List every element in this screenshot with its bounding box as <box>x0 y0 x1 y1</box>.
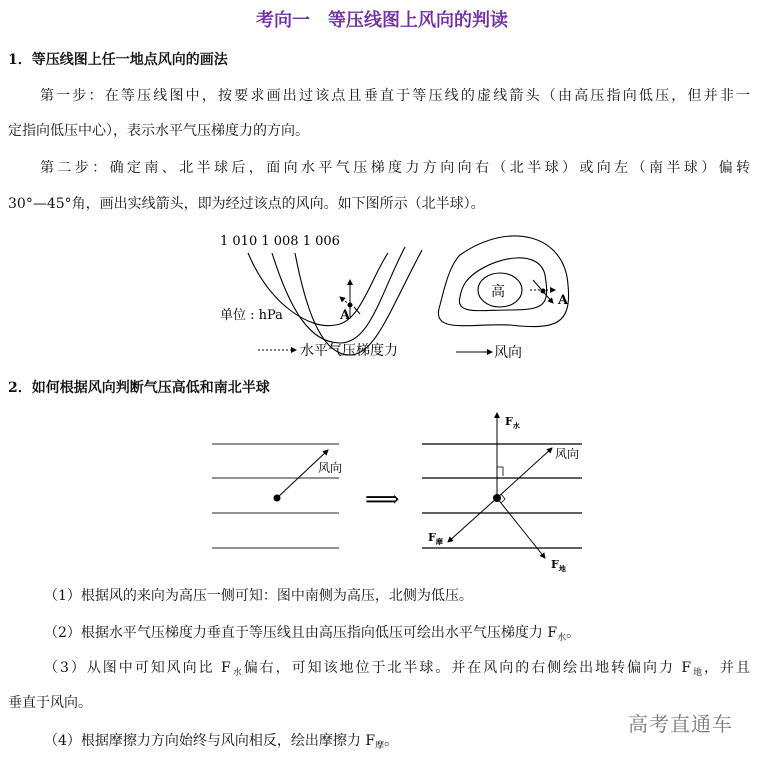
wind-force-figure <box>200 405 590 575</box>
step2-text-cont: 30°—45°角，画出实线箭头，即为经过该点的风向。如下图所示（北半球）。 <box>8 196 485 212</box>
f-water-label: $F_水$ <box>505 415 520 430</box>
isobars-open <box>248 247 422 355</box>
section2-heading: 2．如何根据风向判断气压高低和南北半球 <box>8 380 270 396</box>
unit-label: 单位 : hPa <box>220 308 283 323</box>
f-friction-arrow <box>448 498 497 542</box>
point-a-label-2: A <box>558 293 569 308</box>
isobar-labels: 1 010 1 008 1 006 <box>220 234 340 249</box>
f-earth-arrow <box>497 498 545 558</box>
point-1: （1）根据风的来向为高压一侧可知：图中南侧为高压，北侧为低压。 <box>44 588 473 604</box>
point-3-cont: 垂直于风向。 <box>8 695 92 711</box>
point-a-label: A <box>340 308 351 323</box>
f-earth-label: $F_地$ <box>551 558 566 573</box>
step1-text-cont: 定指向低压中心），表示水平气压梯度力的方向。 <box>8 123 309 139</box>
point-3: （3）从图中可知风向比 $F_水$偏右，可知该地位于北半球。并在风向的右侧绘出地转偏向力 $F_地$，并且 <box>44 660 750 678</box>
wind-label-left: 风向 <box>318 461 343 475</box>
wind-label-right: 风向 <box>555 447 580 461</box>
page-title: 考向一 等压线图上风向的判读 <box>256 10 508 31</box>
isobar-figure <box>210 225 590 365</box>
point-2: （2）根据水平气压梯度力垂直于等压线且由高压指向低压可绘出水平气压梯度力 $F_水$。 <box>44 625 581 643</box>
isobars-closed <box>438 236 568 327</box>
f-friction-label: $F_摩$ <box>428 531 443 546</box>
section1-heading: 1．等压线图上任一地点风向的画法 <box>8 52 228 68</box>
step2-text: 第二步：确定南、北半球后，面向水平气压梯度力方向向右（北半球）或向左（南半球）偏转 <box>40 160 750 176</box>
high-label: 高 <box>491 284 505 300</box>
legend-wind-label: 风向 <box>494 345 522 361</box>
implies-arrow: ⟹ <box>365 485 400 513</box>
legend-gradient-label: 水平气压梯度力 <box>300 343 398 359</box>
point-a-dot <box>348 303 353 308</box>
point-4: （4）根据摩擦力方向始终与风向相反，绘出摩擦力 $F_摩$。 <box>44 733 399 751</box>
watermark: 高考直通车 <box>628 712 733 736</box>
step1-text: 第一步：在等压线图中，按要求画出过该点且垂直于等压线的虚线箭头（由高压指向低压，但并非一 <box>40 88 750 104</box>
wind-arrow-right <box>497 448 552 498</box>
